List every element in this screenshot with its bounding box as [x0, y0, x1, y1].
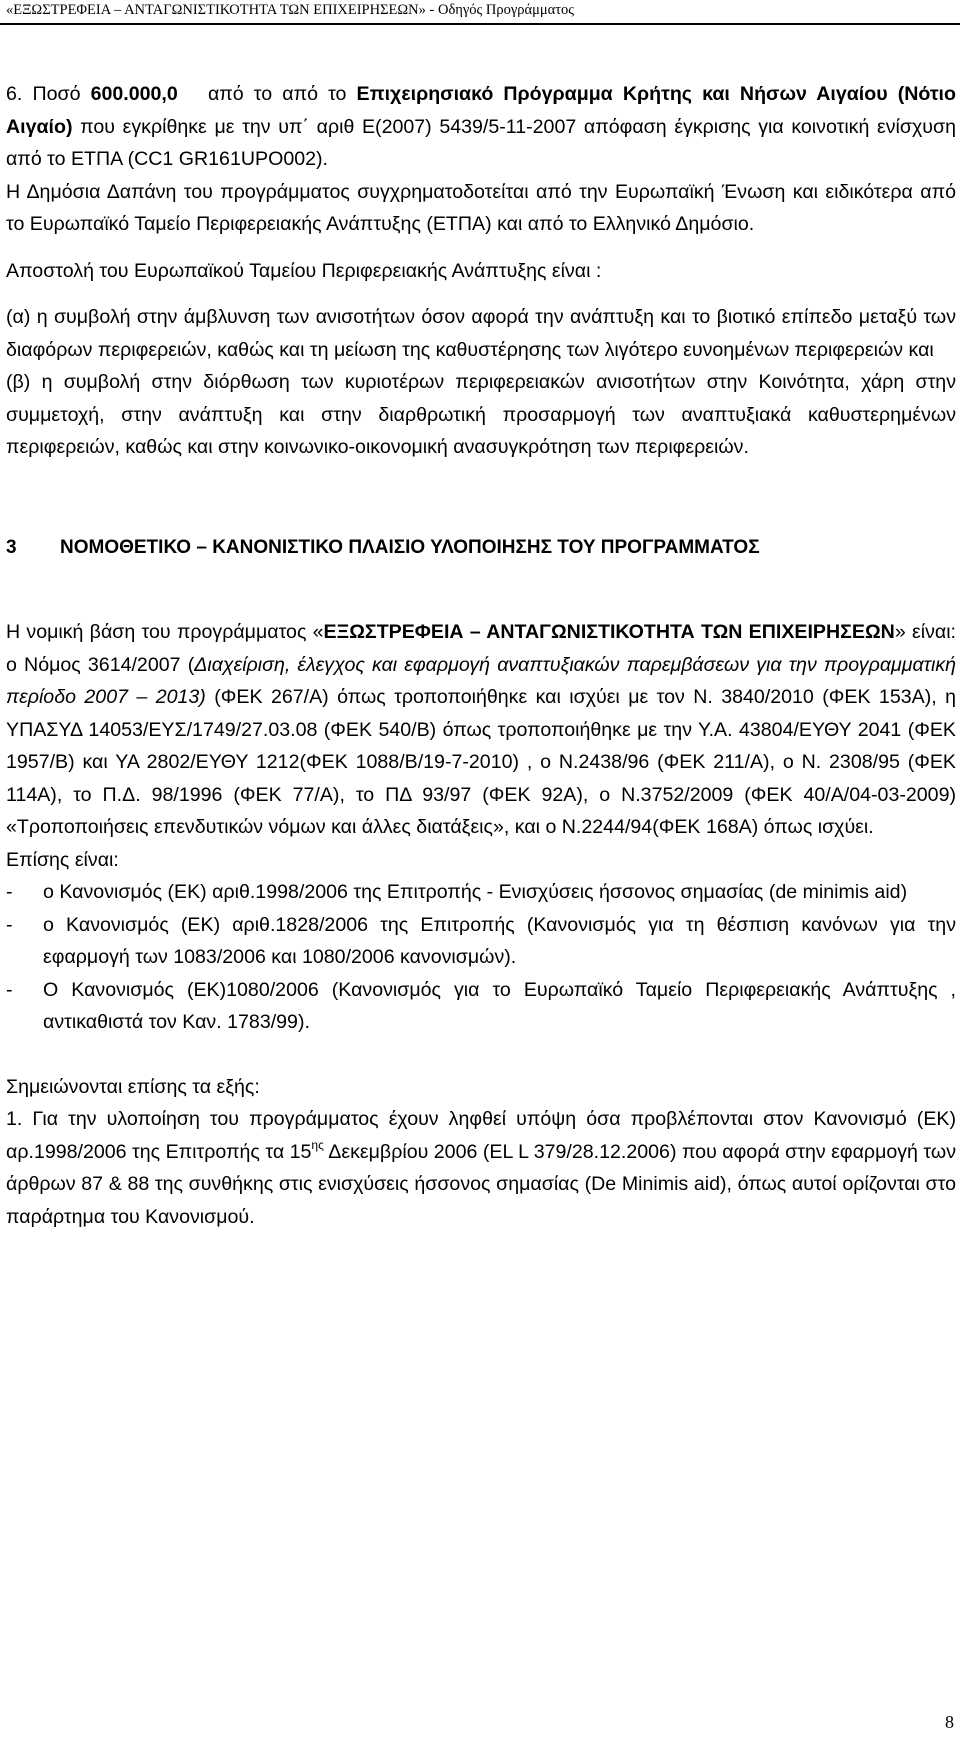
programme-title: ΕΞΩΣΤΡΕΦΕΙΑ – ΑΝΤΑΓΩΝΙΣΤΙΚΟΤΗΤΑ ΤΩΝ ΕΠΙΧΕΙΡΗΣΕΩΝ [323, 621, 895, 643]
mission-item-a: (α) η συμβολή στην άμβλυνση των ανισοτήτων όσον αφορά την ανάπτυξη και το βιοτικό επίπεδο μεταξύ των διαφόρων περιφερειών, καθώς και τη μείωση της καθυστέρησης των λιγότερο ευνοημένων περιφερειών και [6, 306, 956, 361]
list-item [6, 909, 956, 974]
running-header [0, 0, 960, 24]
list-dash: - [6, 881, 13, 903]
ordinal-superscript: ης [311, 1137, 324, 1152]
legal-basis-text-start: Η νομική βάση του προγράμματος « [6, 621, 324, 643]
section-title: ΝΟΜΟΘΕΤΙΚΟ – ΚΑΝΟΝΙΣΤΙΚΟ ΠΛΑΙΣΙΟ ΥΛΟΠΟΙΗΣΗΣ ΤΟΥ ΠΡΟΓΡΑΜΜΑΤΟΣ [60, 536, 760, 558]
note-1-paragraph [6, 1103, 956, 1233]
section-number: 3 [6, 536, 17, 558]
legal-basis-text-end: (ΦΕΚ 267/Α) όπως τροποποιήθηκε και ισχύει με τον Ν. 3840/2010 (ΦΕΚ 153Α), η ΥΠΑΣΥΔ 14053/ΕΥΣ/1749/27.03.08 (ΦΕΚ 540/Β) όπως τροποποιήθηκε με την Υ.Α. 43804/ΕΥΘΥ 2041 (ΦΕΚ 1957/Β) και ΥΑ 2802/ΕΥΘΥ 1212(ΦΕΚ 1088/Β/19-7-2010) , ο Ν.2438/96 (ΦΕΚ 211/Α), ο Ν. 2308/95 (ΦΕΚ 114Α), το Π.Δ. 98/1996 (ΦΕΚ 77/Α), το ΠΔ 93/97 (ΦΕΚ 92Α), ο Ν.3752/2009 (ΦΕΚ 40/Α/04-03-2009) «Τροποποιήσεις επενδυτικών νόμων και άλλες διατάξεις», και ο Ν.2244/94(ΦΕΚ 168Α) όπως ισχύει. [6, 686, 956, 838]
mission-item-b: (β) η συμβολή στην διόρθωση των κυριοτέρων περιφερειακών ανισοτήτων στην Κοινότητα, χάρη στην συμμετοχή, στην ανάπτυξη και στην διαρθρωτική προσαρμογή των αναπτυξιακά καθυστερημένων περιφερειών, καθώς και στην κοινωνικο-οικονομική ανασυγκρότηση των περιφερειών. [6, 371, 956, 458]
operational-programme-name: Επιχειρησιακό Πρόγραμμα Κρήτης και Νήσων Αιγαίου (Νότιο Αιγαίο) [6, 83, 956, 138]
funding-text-mid: από το από το [197, 83, 357, 105]
list-dash: - [6, 978, 13, 1001]
regulations-list [6, 876, 956, 1039]
document-body [6, 78, 956, 1233]
note-1-text-end: Δεκεμβρίου 2006 (EL L 379/28.12.2006) που αφορά στην εφαρμογή των άρθρων 87 & 88 της συνθήκης στις ενισχύσεις ήσσονος σημασίας (De Minimis aid), όπως αυτοί ορίζονται στο παράρτημα του Κανονισμού. [6, 1140, 956, 1228]
funding-text-end: που εγκρίθηκε με την υπ΄ αριθ Ε(2007) 5439/5-11-2007 απόφαση έγκρισης για κοινοτική ενίσχυση από το ΕΤΠΑ (CC1 GR161UPO002). [6, 115, 956, 170]
also-label: Επίσης είναι: [6, 848, 119, 871]
funding-paragraph [6, 78, 956, 176]
header-rule [0, 23, 960, 25]
legal-basis-paragraph [6, 616, 956, 844]
running-header-title: «ΕΞΩΣΤΡΕΦΕΙΑ – ΑΝΤΑΓΩΝΙΣΤΙΚΟΤΗΤΑ ΤΩΝ ΕΠΙΧΕΙΡΗΣΕΩΝ» - Οδηγός Προγράμματος [6, 2, 575, 18]
law-title: Διαχείριση, έλεγχος και εφαρμογή αναπτυξιακών παρεμβάσεων για την προγραμματική περίοδο 2007 – 2013) [6, 653, 956, 708]
funding-text-start: 6. Ποσό [6, 83, 91, 105]
list-item [6, 876, 956, 909]
list-item-text: Ο Κανονισμός (ΕΚ)1080/2006 (Κανονισμός για το Ευρωπαϊκό Ταμείο Περιφερειακής Ανάπτυξης , αντικαθιστά τον Καν. 1783/99). [43, 978, 956, 1033]
funding-amount: 600.000,0 [90, 83, 188, 105]
list-dash: - [6, 913, 13, 936]
list-item-text: ο Κανονισμός (ΕΚ) αριθ.1998/2006 της Επιτροπής - Ενισχύσεις ήσσονος σημασίας (de minimis aid) [43, 881, 908, 903]
public-expenditure-paragraph: Η Δημόσια Δαπάνη του προγράμματος συγχρηματοδοτείται από την Ευρωπαϊκή Ένωση και ειδικότερα από το Ευρωπαϊκό Ταμείο Περιφερειακής Ανάπτυξης (ΕΤΠΑ) και από το Ελληνικό Δημόσιο. [6, 180, 956, 235]
note-1-text-start: 1. Για την υλοποίηση του προγράμματος έχουν ληφθεί υπόψη όσα προβλέπονται στον Κανονισμό (ΕΚ) αρ.1998/2006 της Επιτροπής τα 15 [6, 1108, 956, 1163]
page-number: 8 [945, 1712, 954, 1732]
erdf-mission-paragraph: Αποστολή του Ευρωπαϊκού Ταμείου Περιφερειακής Ανάπτυξης είναι : [6, 259, 602, 282]
section-heading [6, 532, 956, 565]
notes-label: Σημειώνονται επίσης τα εξής: [6, 1075, 260, 1098]
list-item [6, 974, 956, 1039]
legal-basis-text-mid: » είναι: ο Νόμος 3614/2007 ( [6, 621, 957, 676]
list-item-text: ο Κανονισμός (ΕΚ) αριθ.1828/2006 της Επιτροπής (Κανονισμός για τη θέσπιση κανόνων για την εφαρμογή των 1083/2006 και 1080/2006 κανονισμών). [43, 913, 956, 968]
